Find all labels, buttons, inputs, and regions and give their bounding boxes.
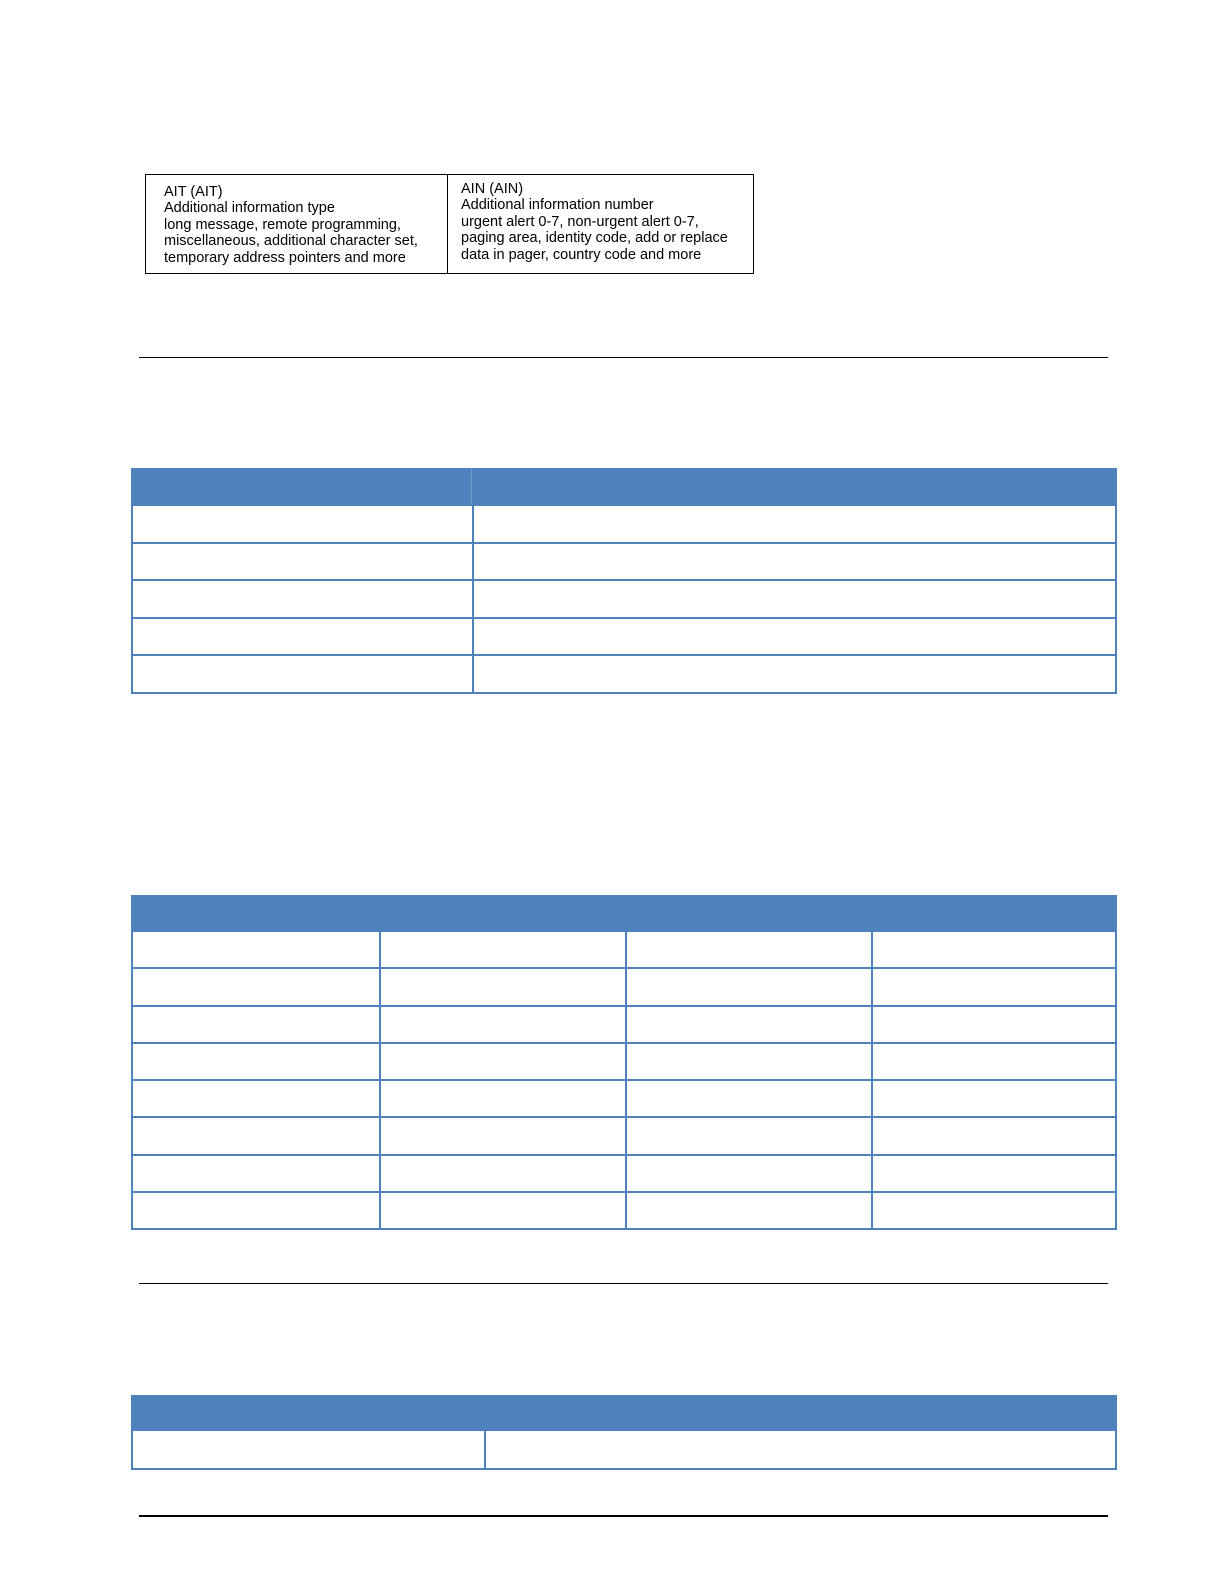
table-cell <box>379 932 625 967</box>
section-divider <box>139 357 1108 358</box>
table-cell <box>133 544 472 580</box>
table-cell <box>133 581 472 617</box>
table-cell <box>871 1007 1115 1042</box>
ain-desc-line: paging area, identity code, add or replace <box>461 230 728 247</box>
table-cell <box>133 932 379 967</box>
ait-title: AIT (AIT) <box>164 184 223 200</box>
table-header-cell <box>133 468 472 504</box>
table-header-cell <box>133 1395 1115 1429</box>
table-row <box>133 504 1115 542</box>
table-header-cell <box>133 895 1115 930</box>
data-table-3 <box>131 1395 1117 1470</box>
table-header <box>133 468 1115 504</box>
table-cell <box>871 1081 1115 1116</box>
data-table-1 <box>131 468 1117 694</box>
table-cell <box>133 1044 379 1079</box>
table-cell <box>472 581 1115 617</box>
table-row <box>133 1154 1115 1191</box>
ait-ain-table <box>145 174 754 274</box>
table-row <box>133 1191 1115 1228</box>
table-cell <box>625 1193 871 1228</box>
table-row <box>133 1116 1115 1153</box>
table-cell <box>472 656 1115 692</box>
table-cell <box>871 1118 1115 1153</box>
table-header-cell <box>472 468 1115 504</box>
page-footer-rule <box>139 1515 1108 1517</box>
table-cell <box>871 1193 1115 1228</box>
table-cell <box>379 1081 625 1116</box>
table-row <box>133 654 1115 692</box>
table-cell <box>379 1156 625 1191</box>
table-cell <box>625 1156 871 1191</box>
table-cell <box>625 1007 871 1042</box>
ain-title: AIN (AIN) <box>461 181 524 197</box>
table-cell <box>133 1007 379 1042</box>
table-cell <box>871 932 1115 967</box>
table-cell <box>133 656 472 692</box>
ait-desc-line: miscellaneous, additional character set, <box>164 233 418 250</box>
table-row <box>133 617 1115 655</box>
table-cell <box>379 1044 625 1079</box>
ait-subtitle: Additional information type <box>164 200 335 217</box>
table-row <box>133 579 1115 617</box>
table-cell <box>871 969 1115 1004</box>
table-cell <box>871 1044 1115 1079</box>
table-row <box>133 542 1115 580</box>
table-cell <box>625 1081 871 1116</box>
table-row <box>133 1005 1115 1042</box>
table-cell <box>133 1156 379 1191</box>
table-cell <box>379 1007 625 1042</box>
table-cell <box>379 1193 625 1228</box>
ait-desc-line: long message, remote programming, <box>164 216 401 233</box>
section-divider <box>139 1283 1108 1284</box>
table-cell <box>133 1193 379 1228</box>
table-row <box>133 967 1115 1004</box>
table-cell <box>472 506 1115 542</box>
table-cell <box>625 1044 871 1079</box>
table-cell <box>625 969 871 1004</box>
table-row <box>133 1042 1115 1079</box>
table-cell <box>625 1118 871 1153</box>
table-cell <box>472 544 1115 580</box>
table-cell <box>133 969 379 1004</box>
table-row <box>133 1429 1115 1468</box>
table-row <box>133 1079 1115 1116</box>
ait-desc-line: temporary address pointers and more <box>164 249 406 266</box>
table-header <box>133 895 1115 930</box>
table-cell <box>379 969 625 1004</box>
ain-desc-line: urgent alert 0-7, non-urgent alert 0-7, <box>461 213 699 230</box>
table-cell <box>484 1431 1115 1468</box>
table-cell <box>379 1118 625 1153</box>
ain-cell <box>448 175 753 273</box>
table-cell <box>625 932 871 967</box>
table-cell <box>472 619 1115 655</box>
table-row <box>133 930 1115 967</box>
ain-desc-line: data in pager, country code and more <box>461 246 702 263</box>
table-cell <box>871 1156 1115 1191</box>
table-cell <box>133 619 472 655</box>
table-cell <box>133 506 472 542</box>
table-cell <box>133 1431 484 1468</box>
ait-cell <box>146 175 448 273</box>
ain-subtitle: Additional information number <box>461 197 654 214</box>
table-header <box>133 1395 1115 1429</box>
table-cell <box>133 1118 379 1153</box>
data-table-2 <box>131 895 1117 1230</box>
table-cell <box>133 1081 379 1116</box>
